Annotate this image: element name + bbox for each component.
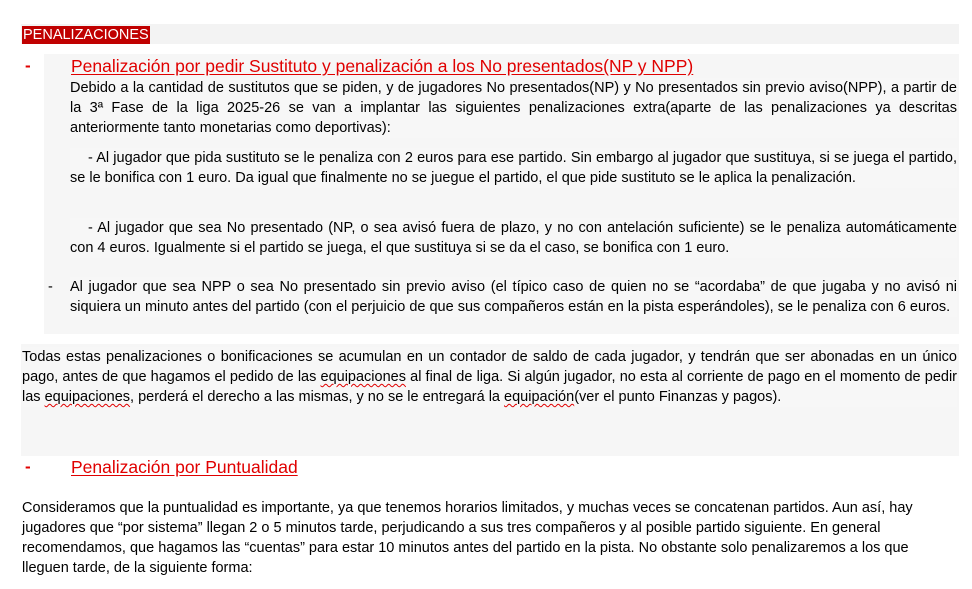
sub2-title: Penalización por Puntualidad xyxy=(71,457,298,477)
sub1-title: Penalización por pedir Sustituto y penalización a los No presentados(NP y NPP) xyxy=(71,56,694,76)
summary-part4: (ver el punto Finanzas y pagos). xyxy=(574,389,782,405)
section-title: PENALIZACIONES xyxy=(23,27,149,43)
heading-shade xyxy=(21,24,959,44)
summary-part2: al final de liga. Si algún jugador, no esta al corriente de pago en el momento de pedir las xyxy=(22,369,957,405)
summary-word1: equipaciones xyxy=(320,369,406,385)
summary-paragraph xyxy=(22,347,957,407)
sub1-rule3: Al jugador que sea NPP o sea No presentado sin previo aviso (el típico caso de quien no se “acordaba” de que jugaba y no avisó ni siquiera un minuto antes del partido (con el perjuicio de que sus compañeros están en la pista esperándoles), se le penaliza con 6 euros. xyxy=(70,279,957,315)
sub2-body: Consideramos que la puntualidad es importante, ya que tenemos horarios limitados, y muchas veces se concatenan partidos. Aun así, hay jugadores que “por sistema” llegan 2 o 5 minutos tarde, perjudicando a sus tres compañeros y al posible partido siguiente. En general recomendamos, que hagamos las “cuentas” para estar 10 minutos antes del partido en la pista. No obstante solo penalizaremos a los que lleguen tarde, de la siguiente forma: xyxy=(22,500,913,576)
summary-part1: Todas estas penalizaciones o bonificaciones se acumulan en un contador de saldo de cada jugador, y tendrán que ser abonadas en un único pago, antes de que hagamos el pedido de las xyxy=(22,349,957,385)
sub1-intro: Debido a la cantidad de sustitutos que se piden, y de jugadores No presentados(NP) y No presentados sin previo aviso(NPP), a partir de la 3ª Fase de la liga 2025-26 se van a implantar las siguientes penalizaciones extra(aparte de las penalizaciones ya descritas anteriormente tanto monetarias como deportivas): xyxy=(70,80,957,136)
sub1-rule1: - Al jugador que pida sustituto se le penaliza con 2 euros para ese partido. Sin embargo al jugador que sustituya, si se juega el partido, se le bonifica con 1 euro. Da igual que finalmente no se juegue el partido, el que pide sustituto se le aplica la penalización. xyxy=(70,150,957,186)
summary-part3: , perderá el derecho a las mismas, y no se le entregará la xyxy=(130,389,505,405)
sub1-bullet2: - xyxy=(48,279,53,295)
sub1-rule2: - Al jugador que sea No presentado (NP, o sea avisó fuera de plazo, y no con antelación suficiente) se le penaliza automáticamente con 4 euros. Igualmente si el partido se juega, el que sustituya si se da el caso, se bonifica con 1 euro. xyxy=(70,220,957,256)
summary-word2: equipaciones xyxy=(44,389,131,405)
summary-word3: equipación xyxy=(504,389,575,405)
sub1-bullet: - xyxy=(25,56,31,75)
sub2-bullet: - xyxy=(25,457,31,476)
